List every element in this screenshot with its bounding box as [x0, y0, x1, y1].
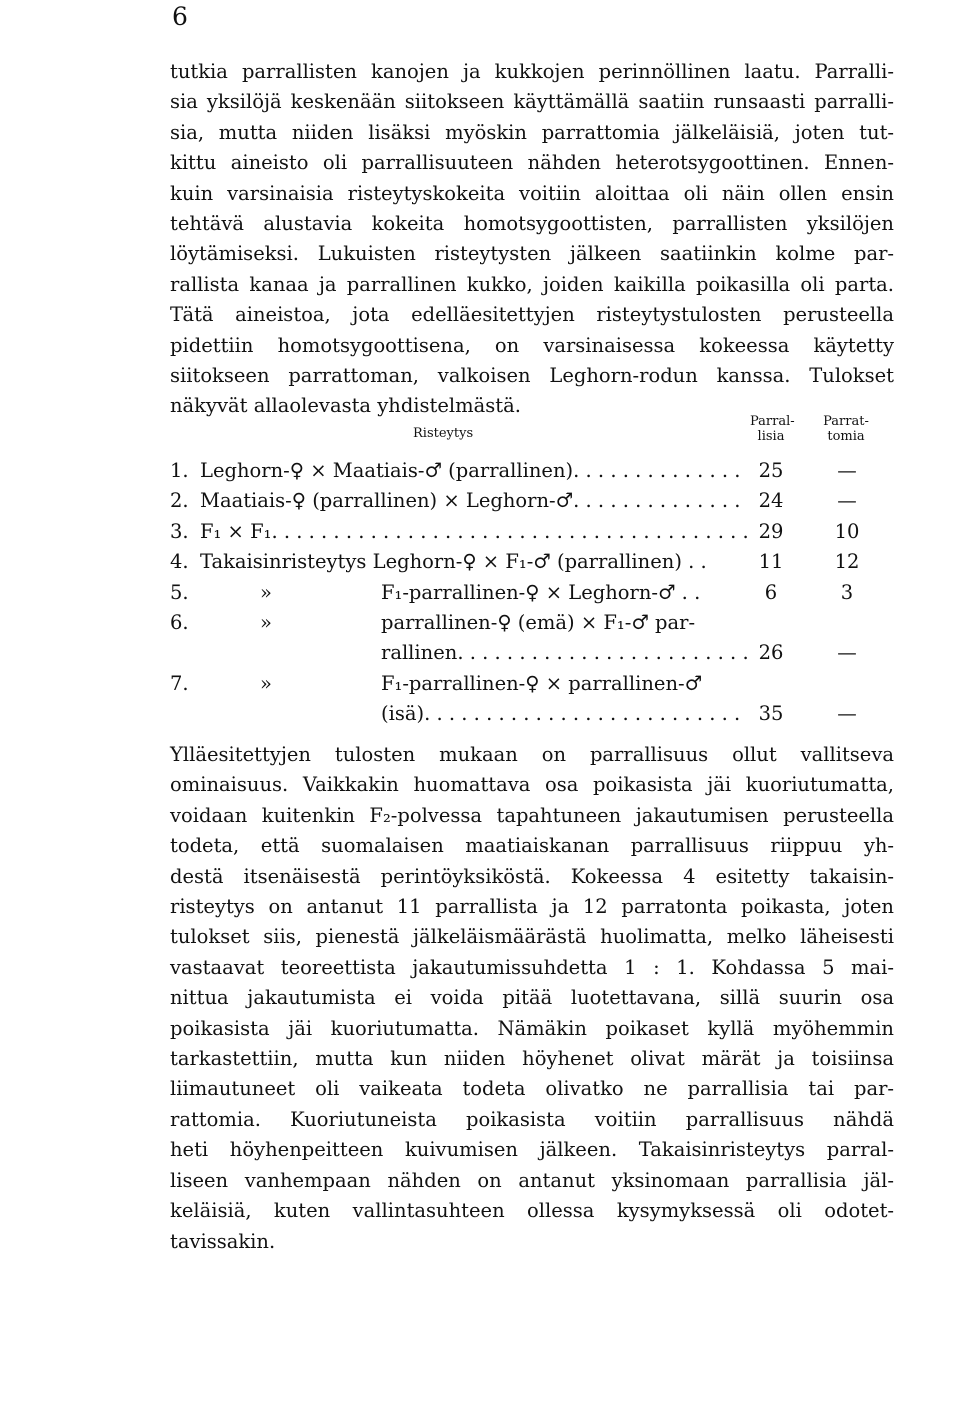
table-row — [170, 638, 892, 668]
text-line: liseen vanhempaan nähden on antanut yksinomaan parrallisia jäl- — [170, 1168, 894, 1192]
text-line: heti höyhenpeitteen kuivumisen jälkeen. Takaisinristeytys parral- — [170, 1138, 894, 1162]
count-parrattomia: 3 — [840, 580, 854, 604]
text-line: kuin varsinaisia risteytyskokeita voitiin aloittaa oli näin ollen ensin — [170, 181, 894, 205]
text-line: vastaavat teoreettista jakautumissuhdetta 1 : 1. Kohdassa 5 mai- — [170, 955, 894, 979]
cross-text: rallinen — [381, 641, 458, 665]
text-line: tarkastettiin, mutta kun niiden höyhenet olivat märät ja toisiinsa — [170, 1047, 894, 1071]
dot-leader — [271, 517, 748, 547]
text-line: pidettiin homotsygoottisena, on varsinaisessa kokeessa käytetty — [170, 333, 894, 357]
cross-description — [200, 456, 748, 486]
dot-leader — [424, 699, 748, 729]
table-body — [170, 456, 892, 730]
cross-text: Maatiais-♀ (parrallinen) × Leghorn-♂ — [200, 489, 574, 513]
cross-description — [381, 669, 748, 699]
cross-text: Leghorn-♀ × Maatiais-♂ (parrallinen) — [200, 459, 574, 482]
dot-leader — [457, 638, 748, 668]
count-parrattomia: 10 — [834, 519, 860, 543]
count-parrallisia: 24 — [758, 489, 784, 513]
count-parrallisia: 6 — [764, 580, 778, 604]
table-row — [170, 669, 892, 699]
count-parrallisia: 26 — [758, 641, 784, 665]
cross-text: F₁-parrallinen-♀ × Leghorn-♂ . . — [381, 580, 701, 604]
ditto-mark: » — [260, 580, 272, 604]
text-line: Tätä aineistoa, jota edelläesitettyjen risteytystulosten perusteella — [170, 303, 894, 327]
text-line: tavissakin. — [170, 1229, 276, 1253]
crossing-results-table — [170, 412, 892, 730]
count-parrallisia: 29 — [758, 519, 784, 543]
row-number: 6. — [170, 610, 189, 634]
text-line: todeta, että suomalaisen maatiaiskanan parrallisuus riippuu yh- — [170, 834, 894, 858]
cross-description — [381, 638, 748, 668]
text-line: sia yksilöjä keskenään siitokseen käyttämällä saatiin runsaasti parralli- — [170, 90, 894, 114]
cross-description — [200, 517, 748, 547]
cross-text: F₁ × F₁ — [200, 519, 272, 543]
count-parrallisia: 25 — [758, 459, 784, 482]
text-line: kittu aineisto oli parrallisuuteen nähden heterotsygoottinen. Ennen- — [170, 151, 894, 175]
text-line: rallista kanaa ja parrallinen kukko, joiden kaikilla poikasilla oli parta. — [170, 272, 894, 296]
cross-description — [381, 608, 748, 638]
text-line: löytämiseksi. Lukuisten risteytysten jälkeen saatiinkin kolme par- — [170, 242, 894, 266]
table-row — [170, 699, 892, 729]
ditto-mark: » — [260, 610, 272, 634]
row-number: 4. — [170, 550, 189, 574]
text-line: poikasista jäi kuoriutumatta. Nämäkin poikaset kyllä myöhemmin — [170, 1016, 894, 1040]
count-parrallisia: 35 — [758, 702, 784, 726]
text-line: liimautuneet oli vaikeata todeta olivatko ne parrallisia tai par- — [170, 1077, 894, 1101]
cross-description — [381, 578, 748, 608]
cross-description — [200, 547, 748, 577]
header-risteytys: Risteytys — [413, 426, 474, 441]
row-number: 7. — [170, 671, 189, 695]
text-line: tulokset siis, pienestä jälkeläismäärästä huolimatta, melko läheisesti — [170, 925, 894, 949]
text-line: risteytys on antanut 11 parrallista ja 12 parratonta poikasta, joten — [170, 895, 894, 919]
count-parrattomia: 12 — [834, 550, 860, 574]
cross-text: Takaisinristeytys Leghorn-♀ × F₁-♂ (parrallinen) . . — [200, 550, 707, 574]
row-number: 3. — [170, 519, 189, 543]
count-parrallisia: 11 — [758, 550, 784, 574]
text-line: näkyvät allaolevasta yhdistelmästä. — [170, 394, 521, 418]
count-parrattomia: — — [837, 702, 857, 726]
table-row — [170, 456, 892, 486]
row-number: 5. — [170, 580, 189, 604]
cross-description — [381, 699, 748, 729]
row-number: 1. — [170, 459, 189, 482]
table-row — [170, 608, 892, 638]
count-parrattomia: — — [837, 459, 857, 482]
text-line: nittua jakautumista ei voida pitää luotettavana, sillä suurin osa — [170, 986, 894, 1010]
text-line: destä itsenäisestä perintöyksiköstä. Kokeessa 4 esitetty takaisin- — [170, 864, 894, 888]
text-line: tutkia parrallisten kanojen ja kukkojen perinnöllinen laatu. Parralli- — [170, 60, 894, 83]
dot-leader — [573, 456, 748, 486]
dot-leader — [573, 486, 748, 516]
table-header — [170, 412, 892, 456]
table-row — [170, 547, 892, 577]
cross-description — [200, 486, 748, 516]
cross-text: parrallinen-♀ (emä) × F₁-♂ par- — [381, 610, 696, 634]
text-line: rattomia. Kuoriutuneista poikasista voitiin parrallisuus nähdä — [170, 1107, 894, 1131]
cross-text: (isä) — [381, 702, 425, 726]
table-row — [170, 486, 892, 516]
table-row — [170, 578, 892, 608]
cross-text: F₁-parrallinen-♀ × parrallinen-♂ — [381, 671, 703, 695]
header-parrattomia: Parrat- tomia — [823, 414, 869, 444]
text-line: voidaan kuitenkin F₂-polvessa tapahtuneen jakautumisen perusteella — [170, 803, 894, 827]
ditto-mark: » — [260, 671, 272, 695]
count-parrattomia: — — [837, 641, 857, 665]
paragraph-intro — [170, 57, 894, 422]
page-number: 6 — [172, 2, 188, 31]
text-line: tehtävä alustavia kokeita homotsygoottisten, parrallisten yksilöjen — [170, 212, 894, 236]
text-line: keläisiä, kuten vallintasuhteen ollessa kysymyksessä oli odotet- — [170, 1199, 894, 1223]
count-parrattomia: — — [837, 489, 857, 513]
paragraph-conclusion — [170, 740, 894, 1257]
table-row — [170, 517, 892, 547]
row-number: 2. — [170, 489, 189, 513]
text-line: sia, mutta niiden lisäksi myöskin parrattomia jälkeläisiä, joten tut- — [170, 120, 894, 144]
text-line: ominaisuus. Vaikkakin huomattava osa poikasista jäi kuoriutumatta, — [170, 773, 894, 797]
text-line: siitokseen parrattoman, valkoisen Leghorn-rodun kanssa. Tulokset — [170, 364, 894, 388]
header-parrallisia: Parral- lisia — [750, 414, 795, 444]
text-line: Ylläesitettyjen tulosten mukaan on parrallisuus ollut vallitseva — [170, 743, 894, 766]
